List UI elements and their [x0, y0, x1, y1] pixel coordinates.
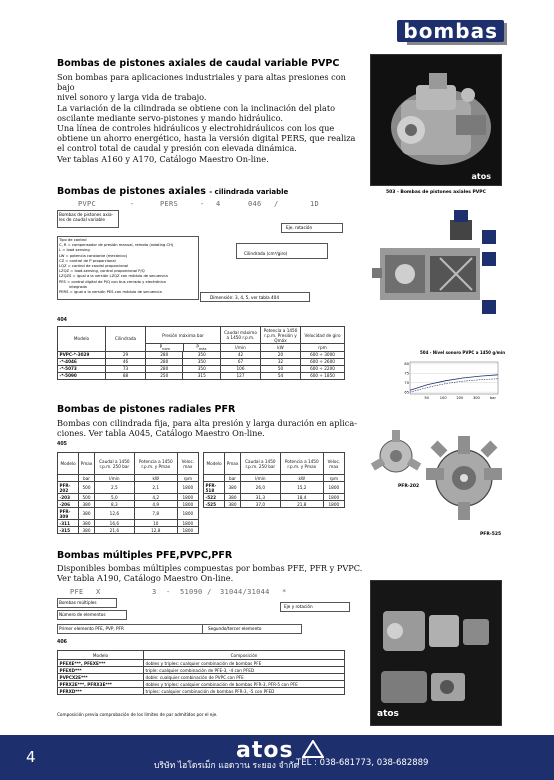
table-row: PFEXE***, PFEXE*** dobles y triples: cualquier combinación de bombas PFE: [58, 660, 345, 667]
table-404-u-vel: rpm: [301, 344, 345, 352]
chart-x-tick-label: 50: [424, 396, 429, 400]
photo-504-caption: 504 - Nivel sonoro PVPC a 1450 g/min: [420, 350, 506, 355]
pfr-202-caption: PFR-202: [398, 484, 420, 489]
section4-title: Bombas múltiples PFE,PVPC,PFR: [57, 550, 233, 561]
section3-title: Bombas de pistones radiales PFR: [57, 404, 236, 415]
pfr-525-caption: PFR-525: [480, 532, 502, 537]
table-405-right-header: Modelo Pmax Caudal a 1450 r.p.m. 250 bar Potencia a 1450 r.p.m. y Pmax Veloc. max: [204, 453, 345, 475]
chart-x-tick-label: 300: [472, 396, 480, 400]
table-404-row: -*-5090 88 250 315 127 54 600 ÷ 1850: [58, 372, 345, 379]
table-404-row: PVPC-*-3029 29 280 350 42 20 600 ÷ 3000: [58, 351, 345, 358]
table-row: -203 500 5,0 4,2 1800: [58, 494, 199, 501]
chart-x-tick-label: bar: [490, 396, 497, 400]
chart-plot-area: [410, 362, 498, 394]
pump-illustration: [371, 55, 502, 186]
table-404-u-pot: kW: [261, 344, 301, 352]
table-405-left: [57, 452, 199, 534]
table-405-label: 405: [57, 442, 68, 447]
atos-triangle-icon: [302, 740, 324, 758]
chart-y-tick-label: 65: [404, 390, 409, 395]
chart-x-tick-label: 200: [456, 396, 464, 400]
multi-label-numero: Número de elementos: [59, 612, 106, 617]
catalog-page: bombas Bombas de pistones axiales de caudal variable PVPC Son bombas para aplicaciones industriales y para altas presiones con bajo nivel sonoro y larga vida de trabajo. La variación de la cilindrada se obtiene con la inclinación del plato oscilante mediante servo-pistones y mando hidráulico. Una línea de controles hidráulicos y electrohidráulicos con los que obtiene un ahorro energético, hasta la versión digital PERS, que realiza el control total de caudal y presión con elevada dinámica. Ver tablas A160 y A170, Catálogo Maestro On-line. atos 503 - Bombas de pistones axiales PVPC Bombas de pistones axiales - cilindrada variable PVPC - PERS - 4 046 / 1D Bombas de pistones axia- les de caudal variable Eje, rotación Tipo de control C, R = compensador de presión manual, remoto (rotating CH) L = load sensing LW = potencia constante (mecánico) CZ = control de P proporcional LQZ = control de caudal proporcional LZQZ = load-sensing, control proporcional P/Q LZQZS = igual a la versión LZQZ con módulo de secuencia PES = control digital de P/Q con bus cerrado y electrónica integrada PERS = igual a la versión PES con módulo de secuencia Cilindrada (cm³/giro) Dimensión: 3, 4, 5, ver tabla 404 504 - Nivel sonoro PVPC a 1450 g/min 80 75 70 65 50 100 200 300 bar 404 Modelo Cilindrada Presión máxima bar Caudal máximo a 1450 r.p.m. Potencia a 1450 r.p.m. Presión y Qmáx Velocidad de giro $P_{nom}$ $P_{máx}$ l/min kW rpm PVPC-*-3029 29 280 350 42 20 600 ÷ 3000 -*-4046 46 280 350 67 32 600 ÷ 2600 -*-5073 73 280 350 106 50 600 ÷ 2200 -*-5090 88 250 315 127 54 600 ÷ 1850 Bombas de pistones radiales PFR Bombas con cilindrada fija, para alta presión y larga duración en aplica- ciones. Ver tabla A045, Catálogo Maestro On-line. 405 Modelo Pmax Caudal a 1450 r.p.m. 250 bar Potencia a 1450 r.p.m. y Pmax Veloc. max bar l/min kW rpm PFR-202 500 2,5 2,1 1800 -203 500 5,0 4,2 1800 -206 380 8,3 4,9 1800 PFR-309 380 12,6 7,8 1800 -311 380 16,6 10 1800 -315 380 21,6 12,8 1800 Modelo Pmax Caudal a 1450 r.p.m. 250 bar Potencia a 1450 r.p.m. y Pmax Veloc. max bar l/min kW rpm PFR-518 380 26,0 15,2 1800 -522 380 31,3 18,4 1800 -525 380 37,0 21,8 1800 PFR-202 PFR-525 Bombas múltiples PFE,PVPC,PFR Disponibles bombas múltiples compuestas por bombas PFE, PFR y PVPC. Ver tabla A190, Catálogo Maestro On-line. PFE X 3 - 51090 / 31044/31044 * Bombas múltiples Número de elementos Primer elemento PFE, PVP, PFR Eje y rotación Segundo/tercer elemento 406 Modelo Composición PFEXE***, PFEXE*** dobles y triples: cualquier combinación de bombas PFE PFEXD*** triple: cualquier combinación de PFE-3, -4 con PFED PVPCX2E*** doble: cualquier combinación de PVPC con PFE PFRX2E***, PFRX3E*** dobles y triples: cualquier combinación de bombas PFR-3, PFR-5 con PFE PFRXD*** triples: cualquier combinación de bombas PFR-3, -5 con PFED Composición previa comprobación de los límites de par admitidos por el eje. atos 4 atos บริษัท ไฮโดรเม็ก แอดวาน ระยอง จำกัด TEL : 038-681773, 038-682889: [0, 0, 554, 780]
table-row: -315 380 21,6 12,8 1800: [58, 527, 199, 534]
chart-y-tick-label: 70: [404, 381, 409, 386]
header-title: bombas: [397, 20, 504, 42]
multi-label-segundo: Segundo/tercer elemento: [208, 626, 262, 631]
table-404-h-vel: Velocidad de giro: [301, 327, 345, 344]
table-row: -522 380 31,3 18,4 1800: [204, 494, 345, 501]
noise-chart-svg: [402, 358, 502, 402]
table-404-h-pot: Potencia a 1450 r.p.m. Presión y Qmáx: [261, 327, 301, 344]
table-404: [57, 326, 345, 380]
pvpc-control-list: Tipo de control C, R = compensador de presión manual, remoto (rotating CH) L = load sensing LW = potencia constante (mecánico) CZ = control de P proporcional LQZ = control de caudal proporcional LZQZ = load-sensing, control proporcional P/Q LZQZS = igual a la versión LZQZ con módulo de secuencia PES = control digital de P/Q con bus cerrado y electrónica integrada PERS = igual a la versión PES con módulo de secuencia: [59, 238, 174, 295]
table-404-u-caudal: l/min: [221, 344, 261, 352]
table-404-h-pres: Presión máxima bar: [146, 327, 221, 344]
table-row: -206 380 8,3 4,9 1800: [58, 501, 199, 508]
table-404-row: -*-5073 73 280 350 106 50 600 ÷ 2200: [58, 365, 345, 372]
noise-chart: [402, 358, 502, 402]
table-row: -525 380 37,0 21,8 1800: [204, 501, 345, 508]
table-406-note: Composición previa comprobación de los límites de par admitidos por el eje.: [57, 712, 218, 717]
multi-pump-photo: [370, 580, 502, 726]
chart-x-tick-label: 100: [439, 396, 447, 400]
pfr-525-icon: [420, 430, 508, 526]
page-number: 4: [26, 748, 36, 766]
multi-label-eje: Eje y rotación: [284, 604, 313, 609]
multi-pump-illustration: [371, 581, 502, 726]
footer-atos-logo: atos: [236, 738, 294, 763]
table-row: PFRXD*** triples: cualquier combinación de bombas PFR-3, -5 con PFED: [58, 688, 345, 695]
table-405-left-units: bar l/min kW rpm: [58, 475, 199, 482]
table-405-right: [203, 452, 345, 508]
pvpc-label-cilindrada: Cilindrada (cm³/giro): [244, 251, 288, 256]
section2-title: Bombas de pistones axiales - cilindrada variable: [57, 186, 289, 197]
section1-text: Son bombas para aplicaciones industriales y para altas presiones con bajo nivel sonoro y larga vida de trabajo. La variación de la cilindrada se obtiene con la inclinación del plato oscilante mediante servo-pistones y mando hidráulico. Una línea de controles hidráulicos y electrohidráulicos con los que obtiene un ahorro energético, hasta la versión digital PERS, que realiza el control total de caudal y presión con elevada dinámica. Ver tablas A160 y A170, Catálogo Maestro On-line.: [57, 72, 356, 164]
pvpc-cutaway-icon: [370, 200, 502, 340]
table-row: PFR-309 380 12,6 7,8 1800: [58, 508, 199, 520]
chart-y-tick-label: 75: [404, 371, 409, 376]
table-row: PFRX2E***, PFRX3E*** dobles y triples: cualquier combinación de bombas PFR-3, PFR-5 con PFE: [58, 681, 345, 688]
table-row: PFR-202 500 2,5 2,1 1800: [58, 482, 199, 494]
section4-text: Disponibles bombas múltiples compuestas por bombas PFE, PFR y PVPC. Ver tabla A190, Catálogo Maestro On-line.: [57, 563, 363, 584]
multi-label-primer: Primer elemento PFE, PVP, PFR: [59, 626, 124, 631]
multi-photo-atos-logo: atos: [377, 709, 399, 719]
table-404-h-caudal: Caudal máximo a 1450 r.p.m.: [221, 327, 261, 344]
table-404-h-modelo: Modelo: [58, 327, 106, 352]
pvpc-code-left-label: Bombas de pistones axia- les de caudal variable: [59, 212, 114, 223]
table-404-row: -*-4046 46 280 350 67 32 600 ÷ 2600: [58, 358, 345, 365]
photo-atos-logo: atos: [471, 172, 491, 181]
section1-title: Bombas de pistones axiales de caudal variable PVPC: [57, 58, 340, 69]
multi-label-bombas: Bombas múltiples: [59, 600, 97, 605]
pfr-202-icon: [366, 426, 426, 486]
header-bar: [0, 0, 554, 50]
table-404-header: [58, 327, 345, 344]
pvpc-label-dimension: Dimensión: 3, 4, 5, ver tabla 404: [210, 295, 280, 300]
table-404-h-cil: Cilindrada: [106, 327, 146, 352]
pvpc-pump-photo: [370, 54, 502, 186]
pfr-525-illustration: [420, 430, 508, 526]
footer-company: บริษัท ไฮโดรเม็ก แอดวาน ระยอง จำกัด: [154, 761, 299, 771]
table-row: PFEXD*** triple: cualquier combinación de PFE-3, -4 con PFED: [58, 667, 345, 674]
chart-y-tick-label: 80: [404, 362, 409, 367]
table-406-header: Modelo Composición: [58, 651, 345, 660]
table-404-u-pnom: $P_{nom}$ $P_{máx}$: [146, 344, 221, 352]
table-row: -311 380 16,6 10 1800: [58, 520, 199, 527]
pvpc-label-eje: Eje, rotación: [286, 225, 313, 230]
table-row: PFR-518 380 26,0 15,2 1800: [204, 482, 345, 494]
table-row: PVPCX2E*** doble: cualquier combinación de PVPC con PFE: [58, 674, 345, 681]
pvpc-cutaway-illustration: [370, 200, 502, 340]
section3-text: Bombas con cilindrada fija, para alta presión y larga duración en aplica- ciones. Ver tabla A045, Catálogo Maestro On-line.: [57, 418, 358, 439]
table-406-label: 406: [57, 640, 68, 645]
photo-503-caption: 503 - Bombas de pistones axiales PVPC: [386, 190, 486, 195]
pfr-202-illustration: [366, 426, 426, 486]
table-406: [57, 650, 345, 695]
table-405-left-header: Modelo Pmax Caudal a 1450 r.p.m. 250 bar Potencia a 1450 r.p.m. y Pmax Veloc. max: [58, 453, 199, 475]
table-405-right-units: bar l/min kW rpm: [204, 475, 345, 482]
table-404-label: 404: [57, 318, 68, 323]
footer-tel: TEL : 038-681773, 038-682889: [296, 758, 429, 768]
